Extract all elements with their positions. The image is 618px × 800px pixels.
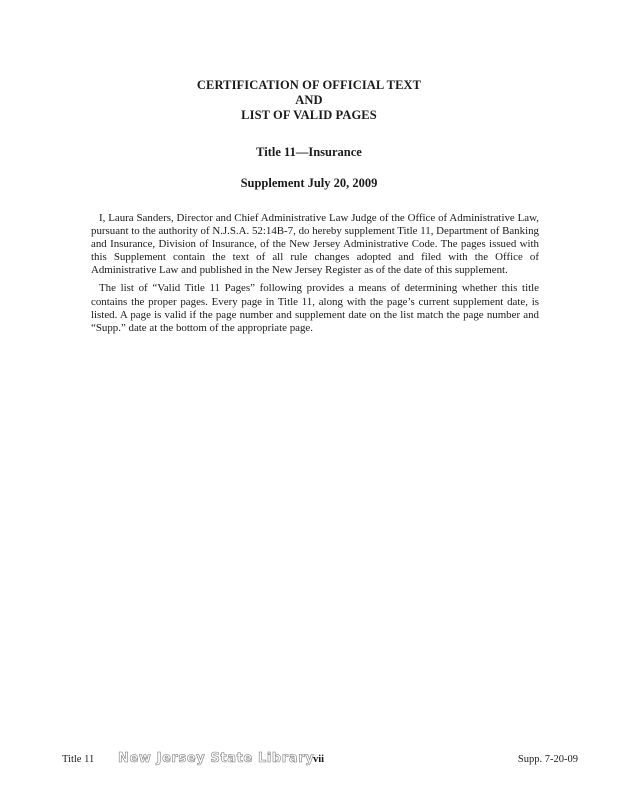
library-stamp: New Jersey State Library [118,751,315,766]
page-footer [0,750,618,770]
supplement-date-heading: Supplement July 20, 2009 [240,176,378,190]
paragraph-certification: I, Laura Sanders, Director and Chief Administrative Law Judge of the Office of Administrative Law, pursuant to the authority of N.J.S.A. 52:14B-7, do hereby supplement Title 11, Department of Banking and Insurance, Division of Insurance, of the New Jersey Administrative Code. The pages issued with this Supplement contain the text of all rule changes adopted and filed with the Office of Administrative Law and published in the New Jersey Register as of the date of this supplement. [91,212,539,277]
heading-line-3: LIST OF VALID PAGES [241,108,377,122]
heading-line-2: AND [295,93,323,107]
page-number: vii [313,754,325,765]
footer-title: Title 11 [62,754,95,765]
paragraph-valid-pages: The list of “Valid Title 11 Pages” following provides a means of determining whether this title contains the proper pages. Every page in Title 11, along with the page’s current supplement date, is listed. A page is valid if the page number and supplement date on the list match the page number and “Supp.” date at the bottom of the appropriate page. [91,282,539,334]
certification-heading [0,78,618,123]
heading-line-1: CERTIFICATION OF OFFICIAL TEXT [196,78,422,92]
supplement-code: Supp. 7-20-09 [517,754,578,765]
title-name: Title 11—Insurance [256,145,362,159]
certification-body [91,212,539,340]
